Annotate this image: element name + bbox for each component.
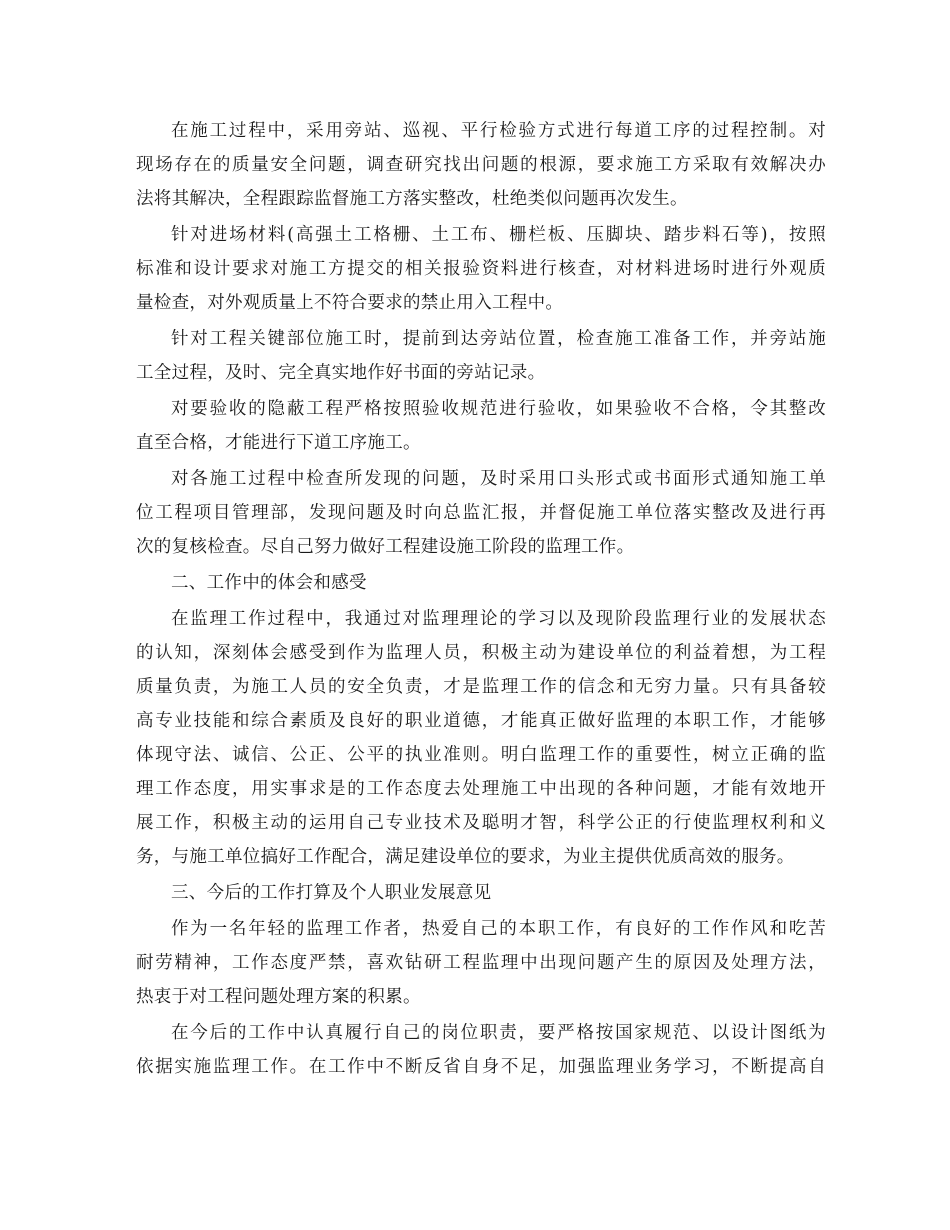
- text-line: 量检查，对外观质量上不符合要求的禁止用入工程中。: [136, 293, 564, 313]
- text-line: 体现守法、诚信、公正、公平的执业准则。明白监理工作的重要性，树立正确的监: [136, 745, 826, 765]
- text-line: 理工作态度，用实事求是的工作态度去处理施工中出现的各种问题，才能有效地开: [136, 779, 826, 799]
- text-line: 位工程项目管理部，发现问题及时向总监汇报，并督促施工单位落实整改及进行再: [136, 503, 826, 523]
- text-line: 在监理工作过程中，我通过对监理理论的学习以及现阶段监理行业的发展状态: [171, 609, 826, 629]
- text-line: 的认知，深刻体会感受到作为监理人员，积极主动为建设单位的利益着想，为工程: [136, 643, 826, 663]
- text-line: 现场存在的质量安全问题，调查研究找出问题的根源，要求施工方采取有效解决办: [136, 155, 826, 175]
- text-line: 依据实施监理工作。在工作中不断反省自身不足，加强监理业务学习，不断提高自: [136, 1057, 826, 1077]
- section-heading: 三、今后的工作打算及个人职业发展意见: [171, 883, 492, 903]
- text-line: 作为一名年轻的监理工作者，热爱自己的本职工作，有良好的工作作风和吃苦: [171, 919, 826, 939]
- text-line: 质量负责，为施工人员的安全负责，才是监理工作的信念和无穷力量。只有具备较: [136, 677, 826, 697]
- section-heading: 二、工作中的体会和感受: [171, 573, 367, 593]
- text-line: 高专业技能和综合素质及良好的职业道德，才能真正做好监理的本职工作，才能够: [136, 711, 826, 731]
- text-line: 展工作，积极主动的运用自己专业技术及聪明才智，科学公正的行使监理权利和义: [136, 813, 826, 833]
- text-line: 针对工程关键部位施工时，提前到达旁站位置，检查施工准备工作，并旁站施: [171, 329, 826, 349]
- text-line: 对要验收的隐蔽工程严格按照验收规范进行验收，如果验收不合格，令其整改: [171, 399, 826, 419]
- text-line: 直至合格，才能进行下道工序施工。: [136, 433, 421, 453]
- text-line: 在今后的工作中认真履行自己的岗位职责，要严格按国家规范、以设计图纸为: [171, 1023, 826, 1043]
- text-line: 次的复核检查。尽自己努力做好工程建设施工阶段的监理工作。: [136, 537, 635, 557]
- text-line: 热衷于对工程问题处理方案的积累。: [136, 987, 421, 1007]
- text-line: 务，与施工单位搞好工作配合，满足建设单位的要求，为业主提供优质高效的服务。: [136, 847, 795, 867]
- text-line: 标准和设计要求对施工方提交的相关报验资料进行核查，对材料进场时进行外观质: [136, 259, 826, 279]
- text-line: 耐劳精神，工作态度严禁，喜欢钻研工程监理中出现问题产生的原因及处理方法，: [136, 953, 826, 973]
- text-line: 针对进场材料(高强土工格栅、土工布、栅栏板、压脚块、踏步料石等)，按照: [171, 225, 826, 245]
- text-line: 法将其解决，全程跟踪监督施工方落实整改，杜绝类似问题再次发生。: [136, 189, 688, 209]
- text-line: 对各施工过程中检查所发现的问题，及时采用口头形式或书面形式通知施工单: [171, 469, 826, 489]
- text-line: 工全过程，及时、完全真实地作好书面的旁站记录。: [136, 363, 546, 383]
- text-line: 在施工过程中，采用旁站、巡视、平行检验方式进行每道工序的过程控制。对: [171, 121, 826, 141]
